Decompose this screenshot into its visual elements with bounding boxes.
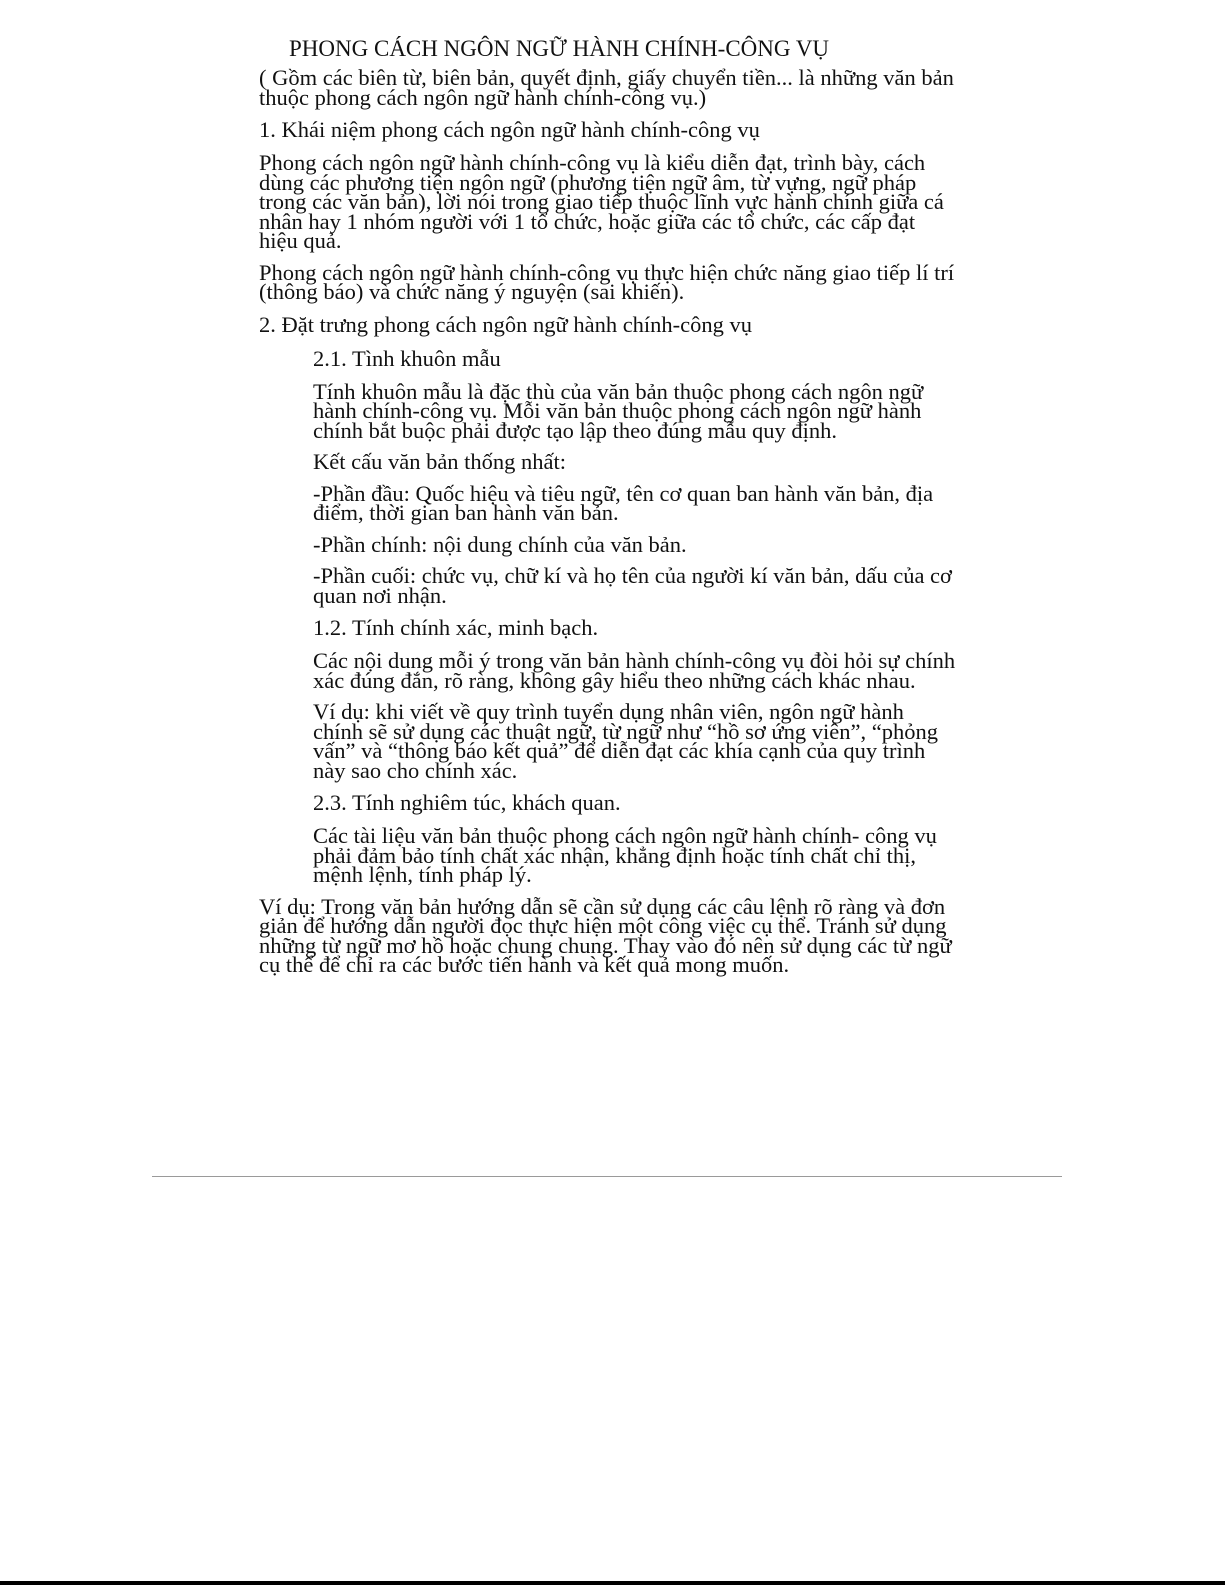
subsection-paragraph: Kết cấu văn bản thống nhất: <box>313 449 567 474</box>
closing-example-paragraph: Ví dụ: Trong văn bản hướng dẫn sẽ cần sử dụng các câu lệnh rõ ràng và đơn giản để hướng dẫn người đọc thực hiện một công việc cụ thể. Tránh sử dụng những từ ngữ mơ hồ hoặc chung chung. Thay vào đó nên sử dụng các từ ngữ cụ thể để chỉ ra các bước tiến hành và kết quả mong muốn. <box>259 893 952 977</box>
subsection-paragraph: Các tài liệu văn bản thuộc phong cách ngôn ngữ hành chính- công vụ phải đảm bảo tính chất xác nhận, khẳng định hoặc tính chất chỉ thị, mệnh lệnh, tính pháp lý. <box>313 823 937 887</box>
section-1-paragraph: Phong cách ngôn ngữ hành chính-công vụ thực hiện chức năng giao tiếp lí trí (thông báo) và chức năng ý nguyện (sai khiến). <box>259 259 955 304</box>
section-1-heading: 1. Khái niệm phong cách ngôn ngữ hành chính-công vụ <box>259 117 760 142</box>
subsection-2-3-heading: 2.3. Tính nghiêm túc, khách quan. <box>313 790 621 815</box>
subsection-paragraph: Các nội dung mỗi ý trong văn bản hành chính-công vụ đòi hỏi sự chính xác đúng đắn, rõ ràng, không gây hiểu theo những cách khác nhau. <box>313 648 956 693</box>
subsection-paragraph: Tính khuôn mẫu là đặc thù của văn bản thuộc phong cách ngôn ngữ hành chính-công vụ. Mỗi văn bản thuộc phong cách ngôn ngữ hành chính bắt buộc phải được tạo lập theo đúng mẫu quy định. <box>313 378 924 443</box>
subsection-2-3 <box>313 792 959 885</box>
structure-item: -Phần đầu: Quốc hiệu và tiêu ngữ, tên cơ quan ban hành văn bản, địa điểm, thời gian ban hành văn bản. <box>313 480 934 525</box>
subsection-2-1 <box>313 345 959 608</box>
subsection-2-2 <box>313 615 959 783</box>
example-paragraph: Ví dụ: khi viết về quy trình tuyển dụng nhân viên, ngôn ngữ hành chính sẽ sử dụng các thuật ngữ, từ ngữ như “hồ sơ ứng viên”, “phỏng vấn” và “thông báo kết quả” để diễn đạt các khía cạnh của quy trình này sao cho chính xác. <box>313 699 938 783</box>
subsection-2-2-heading: 1.2. Tính chính xác, minh bạch. <box>313 615 599 640</box>
structure-item: -Phần chính: nội dung chính của văn bản. <box>313 531 687 557</box>
section-1-paragraph: Phong cách ngôn ngữ hành chính-công vụ là kiểu diễn đạt, trình bày, cách dùng các phương tiện ngôn ngữ (phương tiện ngữ âm, từ vựng, ngữ pháp trong các văn bản), lời nói trong giao tiếp thuộc lĩnh vực hành chính giữa cá nhân hay 1 nhóm người với 1 tổ chức, hoặc giữa các tổ chức, các cấp đạt hiệu quả. <box>259 150 944 253</box>
bottom-border <box>0 1581 1225 1585</box>
subsection-2-1-heading: 2.1. Tình khuôn mẫu <box>313 345 501 371</box>
structure-item: -Phần cuối: chức vụ, chữ kí và họ tên của người kí văn bản, dấu của cơ quan nơi nhận. <box>313 563 952 608</box>
document-body <box>259 36 959 987</box>
document-title: PHONG CÁCH NGÔN NGỮ HÀNH CHÍNH-CÔNG VỤ <box>289 36 830 61</box>
intro-paragraph: ( Gồm các biên từ, biên bản, quyết định, giấy chuyển tiền... là những văn bản thuộc phong cách ngôn ngữ hành chính-công vụ.) <box>259 65 954 110</box>
page-divider <box>152 1176 1062 1177</box>
section-2-heading: 2. Đặt trưng phong cách ngôn ngữ hành chính-công vụ <box>259 311 753 337</box>
